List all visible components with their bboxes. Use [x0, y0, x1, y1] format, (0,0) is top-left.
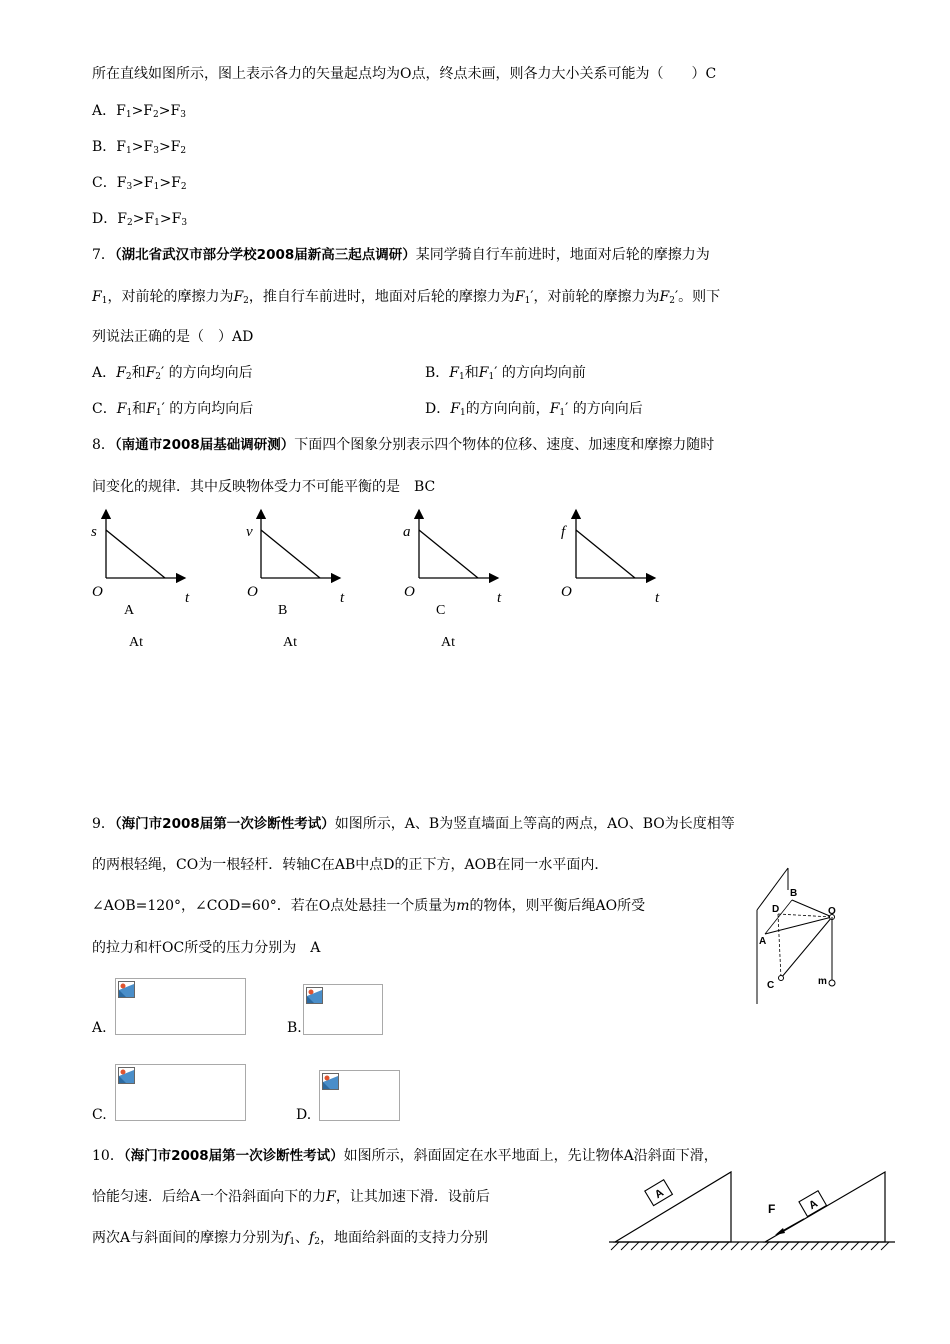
q9-option-c-image — [115, 1064, 246, 1121]
svg-text:A: A — [652, 1186, 666, 1202]
svg-text:A: A — [807, 1197, 820, 1213]
rope-bo — [792, 900, 832, 917]
q6-option-d: D．$F_2>F_1>F_3$ — [92, 211, 188, 228]
q9-line3: ∠AOB=120°，∠COD=60°．若在O点处悬挂一个质量为m的物体，则平衡后绳AO所受 — [92, 898, 646, 914]
graph-line — [106, 530, 165, 578]
origin-label: O — [92, 584, 103, 600]
graph-caption: A — [124, 603, 135, 618]
origin-label: O — [247, 584, 258, 600]
q8-graph-c — [401, 508, 511, 653]
incline-1 — [615, 1172, 731, 1242]
origin-label: O — [561, 584, 572, 600]
q7-line3: 列说法正确的是（ ）AD — [92, 329, 254, 345]
q7-option-b: B．$F_1$和$F_1'$ 的方向均向前 — [425, 365, 586, 382]
q9-option-a-label: A. — [92, 1020, 107, 1036]
graph-caption-2: At — [129, 635, 143, 650]
q9-line4: 的拉力和杆OC所受的压力分别为 A — [92, 940, 321, 956]
label-d: D — [772, 904, 780, 915]
q6-option-a: A．$F_1>F_2>F_3$ — [92, 103, 186, 120]
q8-graph-b-plot — [243, 508, 353, 588]
graph-line — [419, 530, 478, 578]
q8-graph-a-plot — [88, 508, 198, 588]
q9-figure-svg — [748, 862, 848, 1007]
q9-figure — [748, 862, 848, 1007]
graph-line — [576, 530, 635, 578]
graph-caption: C — [436, 603, 446, 618]
graph-line — [261, 530, 320, 578]
q8-graph-b — [243, 508, 353, 653]
x-axis-label: t — [497, 590, 502, 606]
ground-hatch — [611, 1242, 889, 1250]
q6-option-c: C．$F_3>F_1>F_2$ — [92, 175, 187, 192]
origin-label: O — [404, 584, 415, 600]
line-do — [778, 914, 832, 917]
q7-source: （湖北省武汉市部分学校2008届新高三起点调研） — [114, 247, 416, 263]
q8-graph-d-plot — [558, 508, 668, 588]
q7-option-a: A．$F_2$和$F_2'$ 的方向均向后 — [92, 365, 253, 382]
mass-m — [829, 980, 835, 986]
label-a: A — [759, 936, 767, 947]
label-b: B — [790, 888, 798, 899]
force-label: F — [768, 1202, 776, 1216]
label-m: m — [818, 976, 827, 987]
q10-source: （海门市2008届第一次诊断性考试） — [123, 1148, 344, 1164]
q7-line2: $F_1$，对前轮的摩擦力为$F_2$，推自行车前进时，地面对后轮的摩擦力为$F_1'$，对前轮的摩擦力为$F_2'$。则下 — [92, 289, 721, 306]
q9-option-b-image — [303, 984, 383, 1035]
x-axis-label: t — [655, 590, 660, 606]
pivot-c — [779, 976, 784, 981]
q9-option-b-label: B. — [287, 1020, 302, 1036]
y-axis-label: s — [91, 524, 97, 540]
broken-image-icon — [322, 1073, 339, 1090]
q10-line3: 两次A与斜面间的摩擦力分别为$f_1$、$f_2$，地面给斜面的支持力分别 — [92, 1230, 488, 1247]
broken-image-icon — [118, 1067, 135, 1084]
q7-option-c: C．$F_1$和$F_1'$ 的方向均向后 — [92, 401, 254, 418]
q10-line1: 10．（海门市2008届第一次诊断性考试）如图所示，斜面固定在水平地面上，先让物体A沿斜面下滑， — [92, 1148, 718, 1164]
q10-figure — [605, 1158, 897, 1258]
y-axis-label: f — [561, 524, 566, 540]
x-axis-label: t — [340, 590, 345, 606]
q8-line2: 间变化的规律．其中反映物体受力不可能平衡的是 BC — [92, 479, 436, 495]
rope-ao — [765, 917, 832, 934]
q8-graph-a — [88, 508, 198, 653]
graph-caption-2: At — [441, 635, 455, 650]
q8-graph-c-plot — [401, 508, 511, 588]
q9-line1: 9．（海门市2008届第一次诊断性考试）如图所示，A、B为竖直墙面上等高的两点，AO、BO为长度相等 — [92, 816, 735, 832]
broken-image-icon — [306, 987, 323, 1004]
q8-source: （南通市2008届基础调研测） — [114, 437, 295, 453]
line-dc — [778, 914, 781, 978]
q6-option-b: B．$F_1>F_3>F_2$ — [92, 139, 187, 156]
y-axis-label: v — [246, 524, 253, 540]
y-axis-label: a — [403, 524, 411, 540]
q10-line2: 恰能匀速．后给A一个沿斜面向下的力F，让其加速下滑．设前后 — [92, 1189, 490, 1205]
q8-graph-d — [558, 508, 668, 618]
q9-option-a-image — [115, 978, 246, 1035]
q9-line2: 的两根轻绳，CO为一根轻杆．转轴C在AB中点D的正下方，AOB在同一水平面内． — [92, 857, 609, 873]
q8-line1: 8．（南通市2008届基础调研测）下面四个图象分别表示四个物体的位移、速度、加速度和摩擦力随时 — [92, 437, 715, 453]
q7-line1: 7．（湖北省武汉市部分学校2008届新高三起点调研）某同学骑自行车前进时，地面对后轮的摩擦力为 — [92, 247, 710, 263]
rod-co — [781, 917, 832, 978]
q9-source: （海门市2008届第一次诊断性考试） — [114, 816, 335, 832]
force-arrow-head — [775, 1228, 785, 1235]
block-a-2 — [799, 1191, 827, 1217]
broken-image-icon — [118, 981, 135, 998]
graph-caption-2: At — [283, 635, 297, 650]
q6-stem: 所在直线如图所示，图上表示各力的矢量起点均为O点，终点未画，则各力大小关系可能为（ ）C — [92, 66, 717, 82]
q9-option-d-label: D. — [296, 1107, 312, 1123]
label-c: C — [767, 980, 775, 991]
q7-option-d: D．$F_1$的方向向前，$F_1'$ 的方向向后 — [425, 401, 643, 418]
q9-option-c-label: C. — [92, 1107, 107, 1123]
block-a-1 — [645, 1180, 673, 1206]
q10-figure-svg — [605, 1158, 897, 1258]
label-o: O — [828, 906, 836, 917]
q9-option-d-image — [319, 1070, 400, 1121]
graph-caption: B — [278, 603, 288, 618]
x-axis-label: t — [185, 590, 190, 606]
